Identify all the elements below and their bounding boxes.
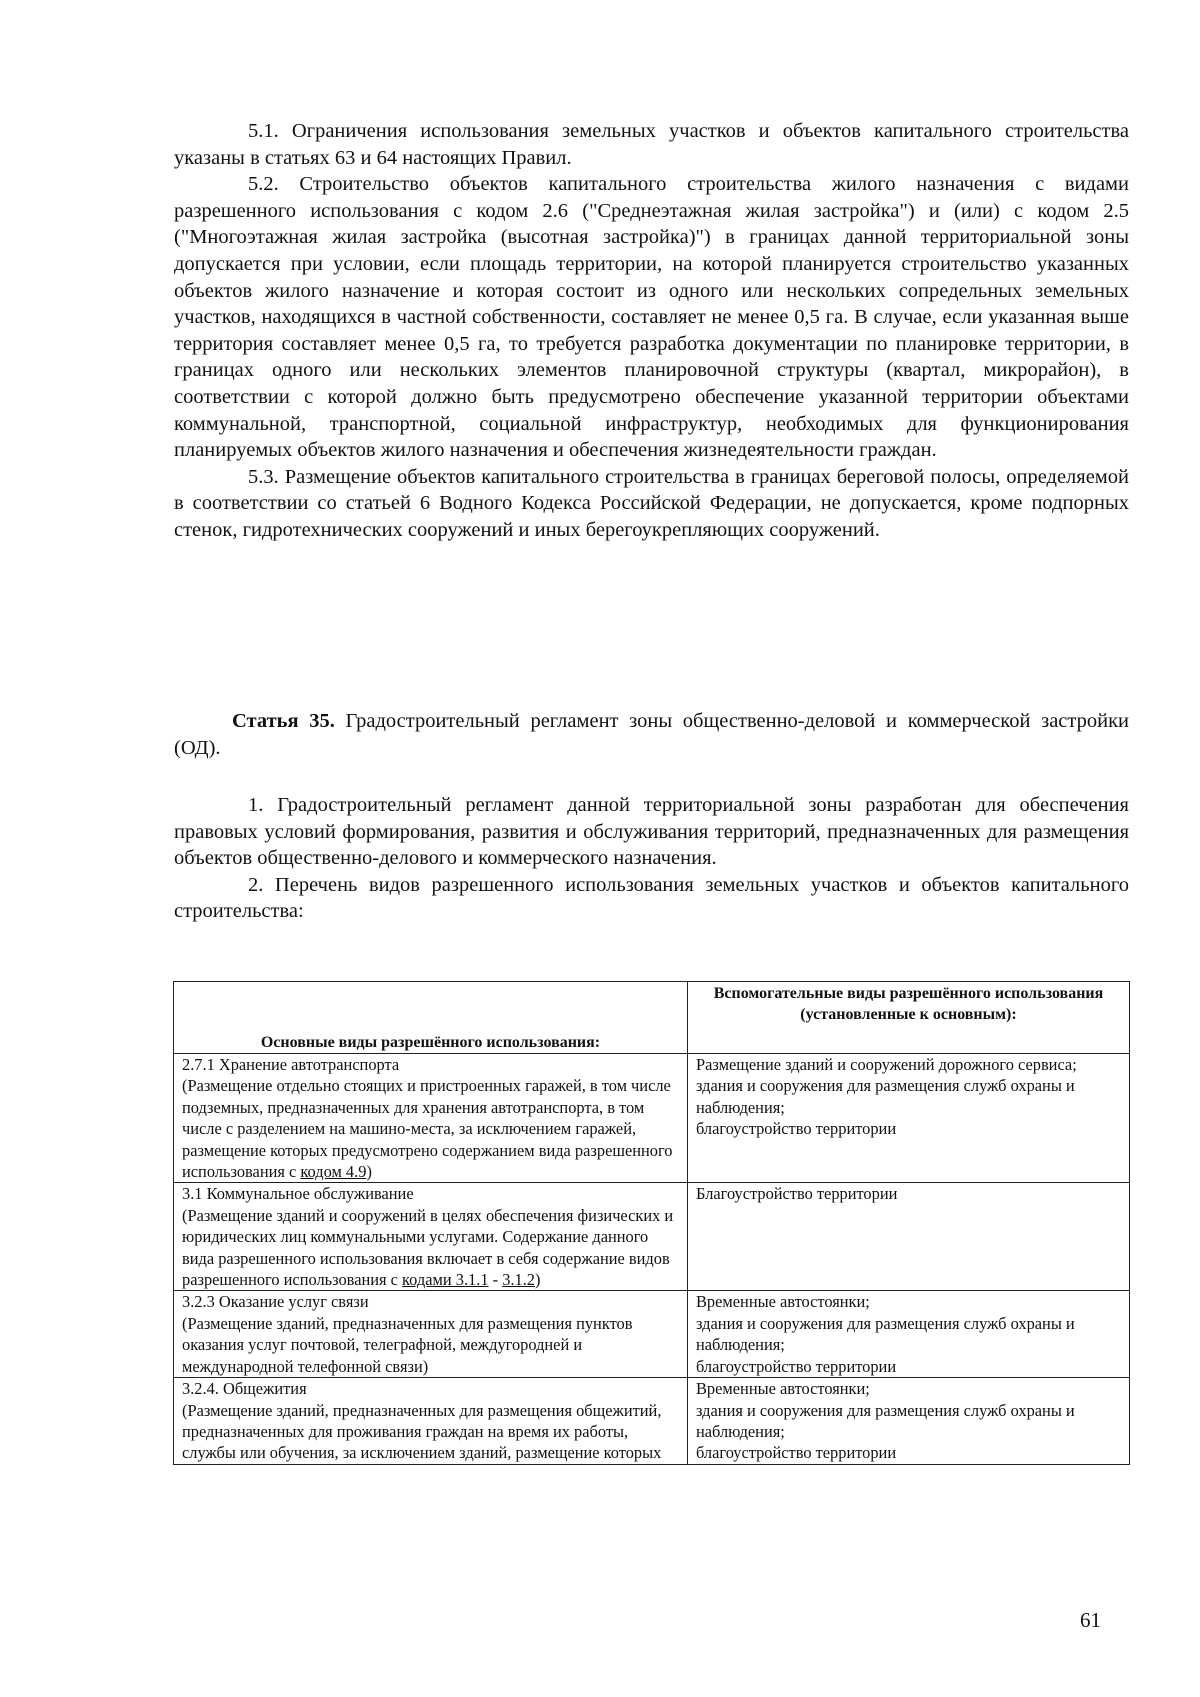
main-use-title: 3.2.4. Общежития (182, 1379, 307, 1399)
main-use-cell (174, 1183, 688, 1291)
permitted-use-table (173, 981, 1130, 1465)
main-use-desc: (Размещение зданий, предназначенных для размещения общежитий, предназначенных для проживания граждан на время их работы, службы или обучения, за исключением зданий, размещение которых (182, 1400, 662, 1463)
aux-use-item: Размещение зданий и сооружений дорожного сервиса; (696, 1055, 1077, 1074)
main-use-title: 3.1 Коммунальное обслуживание (182, 1184, 414, 1204)
intro-section (174, 118, 1129, 544)
aux-use-item: благоустройство территории (696, 1119, 897, 1139)
article-section (174, 792, 1129, 925)
table-row (174, 1183, 1130, 1291)
code-link[interactable]: кодами 3.1.1 (402, 1270, 489, 1290)
main-use-title: 3.2.3 Оказание услуг связи (182, 1292, 369, 1312)
main-use-title: 2.7.1 Хранение автотранспорта (182, 1055, 400, 1074)
main-use-desc: (Размещение зданий, предназначенных для размещения пунктов оказания услуг почтовой, телеграфной, междугородней и международной телефонной связи) (182, 1313, 633, 1376)
paragraph-5-1: 5.1. Ограничения использования земельных участков и объектов капитального строительства указаны в статьях 63 и 64 настоящих Правил. (174, 120, 1129, 169)
article-title: Градостроительный регламент зоны общественно-деловой и коммерческой застройки (ОД). (174, 710, 1129, 759)
article-heading (174, 708, 1129, 761)
aux-use-cell (688, 1378, 1130, 1465)
code-separator: - (488, 1270, 503, 1290)
aux-use-cell (688, 1291, 1130, 1378)
main-use-cell (174, 1054, 688, 1183)
main-use-desc: (Размещение зданий и сооружений в целях обеспечения физических и юридических лиц коммунальными услугами. Содержание данного вида разрешенного использования включает в себя содержание видов разрешенного использования с (182, 1205, 674, 1290)
aux-use-cell (688, 1054, 1130, 1183)
main-use-desc: (Размещение отдельно стоящих и пристроенных гаражей, в том числе подземных, предназначенных для хранения автотранспорта, в том числе с разделением на машино-места, за исключением гаражей, размещение которых предусмотрено содержанием вида разрешенного использования с (182, 1076, 673, 1182)
aux-use-item: Временные автостоянки; (696, 1379, 870, 1399)
table-row (174, 1291, 1130, 1378)
header-main-uses: Основные виды разрешённого использования: (174, 982, 688, 1054)
aux-use-item: благоустройство территории (696, 1356, 897, 1376)
aux-use-item: благоустройство территории (696, 1443, 897, 1463)
aux-use-item: Благоустройство территории (696, 1184, 898, 1204)
aux-use-item: здания и сооружения для размещения служб охраны и наблюдения; (696, 1313, 1075, 1355)
table-row (174, 1378, 1130, 1465)
code-link[interactable]: кодом 4.9 (300, 1162, 367, 1182)
aux-use-item: Временные автостоянки; (696, 1292, 870, 1312)
paragraph-5-3: 5.3. Размещение объектов капитального строительства в границах береговой полосы, определяемой в соответствии со статьей 6 Водного Кодекса Российской Федерации, не допускается, кроме подпорных стенок, гидротехнических сооружений и иных берегоукрепляющих сооружений. (174, 465, 1129, 541)
aux-use-cell (688, 1183, 1130, 1291)
page-number: 61 (1080, 1608, 1101, 1632)
main-use-cell (174, 1291, 688, 1378)
main-use-tail: ) (366, 1162, 372, 1182)
code-link[interactable]: 3.1.2 (502, 1270, 535, 1290)
table-row (174, 1054, 1130, 1183)
main-use-cell (174, 1378, 688, 1465)
main-use-tail: ) (534, 1270, 541, 1290)
paragraph-5-2: 5.2. Строительство объектов капитального строительства жилого назначения с видами разрешенного использования с кодом 2.6 ("Среднеэтажная жилая застройка") и (или) с кодом 2.5 ("Многоэтажная жилая застройка (высотная застройка)") в границах данной территориальной зоны допускается при условии, если площадь территории, на которой планируется строительство указанных объектов жилого назначение и которая состоит из одного или нескольких сопредельных земельных участков, находящихся в частной собственности, составляет не менее 0,5 га. В случае, если указанная выше территория составляет менее 0,5 га, то требуется разработка документации по планировке территории, в границах одного или нескольких элементов планировочной структуры (квартал, микрорайон), в соответствии с которой должно быть предусмотрено обеспечение указанной территории объектами коммунальной, транспортной, социальной инфраструктур, необходимых для функционирования планируемых объектов жилого назначения и обеспечения жизнедеятельности граждан. (174, 173, 1129, 462)
table-header-row (174, 982, 1130, 1054)
aux-use-item: здания и сооружения для размещения служб охраны и наблюдения; (696, 1076, 1075, 1117)
aux-use-item: здания и сооружения для размещения служб охраны и наблюдения; (696, 1400, 1075, 1441)
header-aux-uses: Вспомогательные виды разрешённого использования (установленные к основным): (688, 982, 1130, 1054)
paragraph-article-1: 1. Градостроительный регламент данной территориальной зоны разработан для обеспечения правовых условий формирования, развития и обслуживания территорий, предназначенных для размещения объектов общественно-делового и коммерческого назначения. (174, 794, 1129, 870)
article-label: Статья 35. (232, 710, 335, 732)
paragraph-article-2: 2. Перечень видов разрешенного использования земельных участков и объектов капитального строительства: (174, 873, 1129, 923)
